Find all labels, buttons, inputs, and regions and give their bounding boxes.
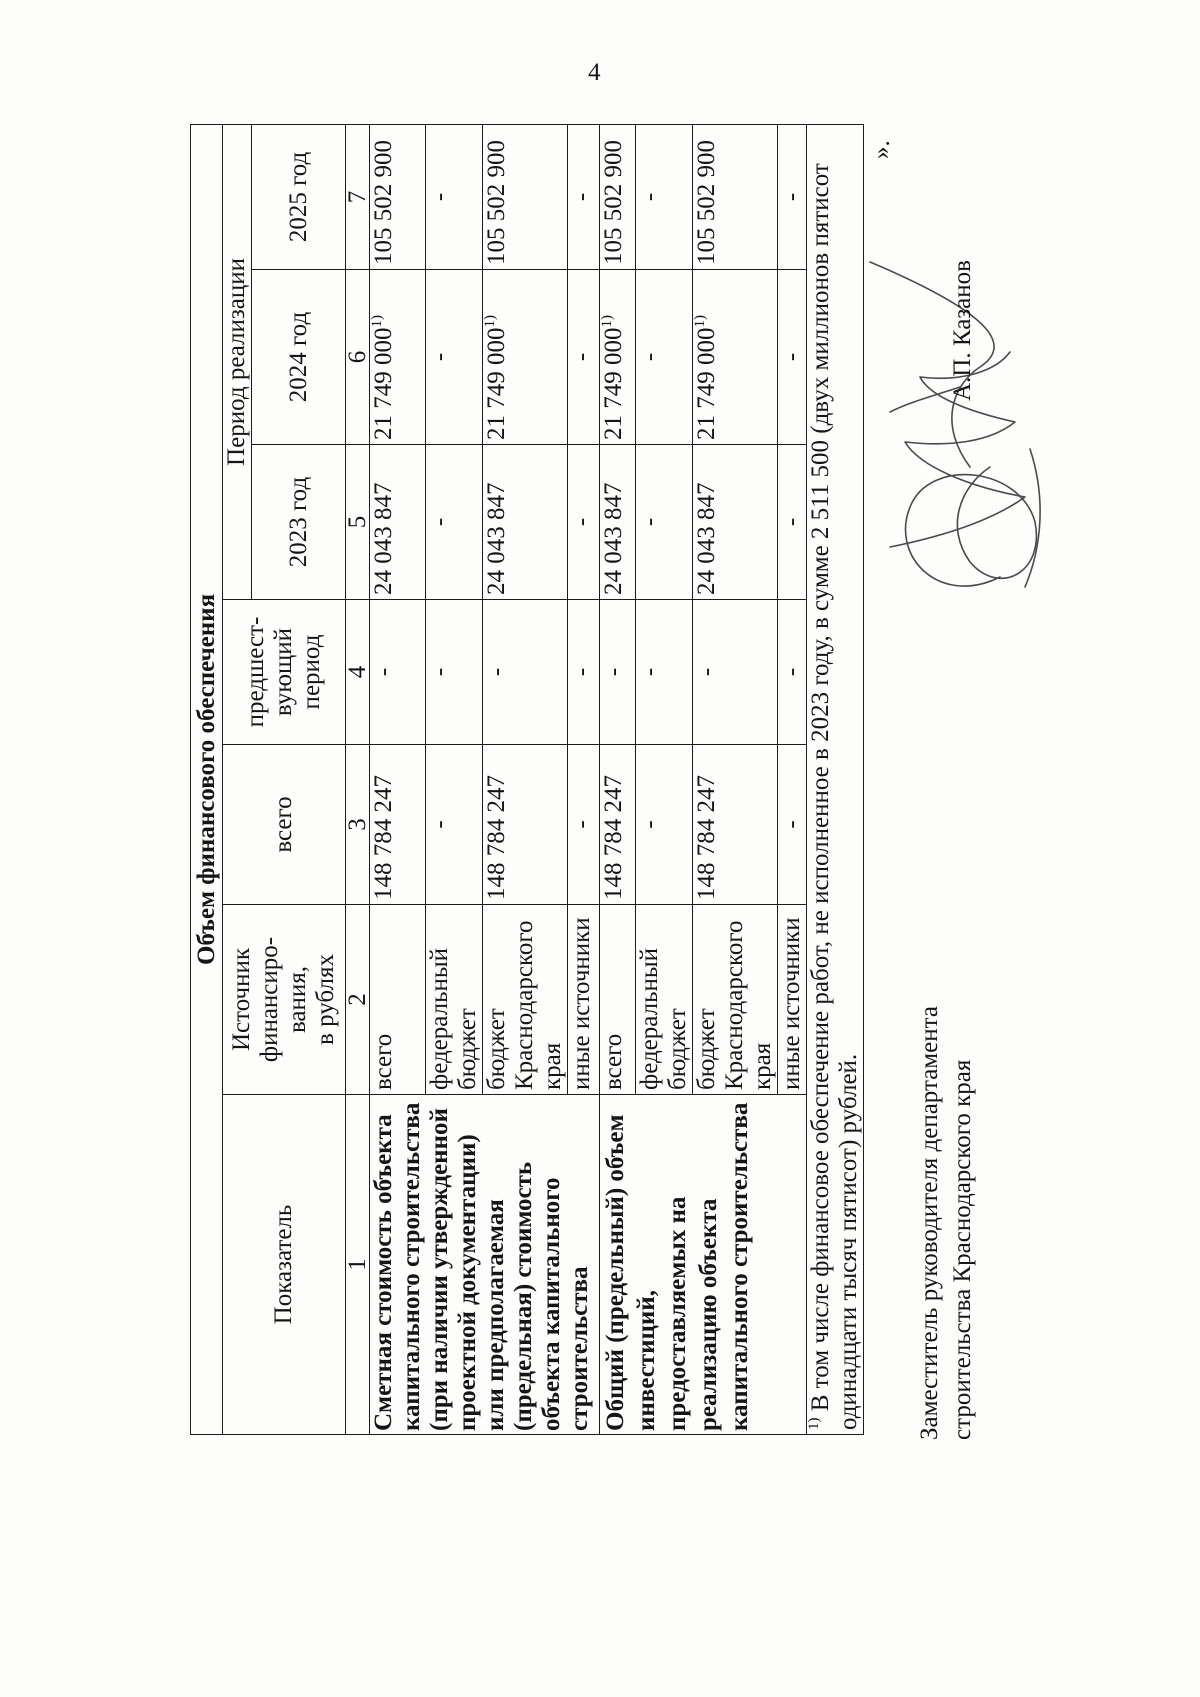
header-previous-period: предшест- вующий период bbox=[223, 600, 346, 745]
footnote-marker: 1) bbox=[806, 1417, 822, 1430]
footnote-reference: 1) bbox=[692, 315, 708, 328]
value-previous-period: - bbox=[426, 600, 483, 745]
value-total: 148 784 247 bbox=[370, 745, 426, 905]
value-2024: - bbox=[426, 270, 483, 445]
footnote-text: В том числе финансовое обеспечение работ, не исполненное в 2023 году, в сумме 2 511 500 (двух миллионов пятисот одинадцати тысяч пятисот) рублей. bbox=[807, 163, 862, 1430]
value-2025: 105 502 900 bbox=[370, 124, 426, 269]
source-cell: иные источники bbox=[568, 905, 600, 1095]
column-number: 2 bbox=[346, 905, 370, 1095]
value-2024: - bbox=[778, 270, 807, 445]
value-total: 148 784 247 bbox=[483, 745, 568, 905]
header-total: всего bbox=[223, 745, 346, 905]
value-total: - bbox=[778, 745, 807, 905]
table-row bbox=[370, 124, 426, 1434]
value-2025: 105 502 900 bbox=[600, 124, 636, 269]
column-number: 1 bbox=[346, 1095, 370, 1435]
header-indicator: Показатель bbox=[223, 1095, 346, 1435]
header-year-2025: 2025 год bbox=[252, 124, 346, 269]
column-number: 6 bbox=[346, 270, 370, 445]
value-2025: - bbox=[778, 124, 807, 269]
value-previous-period: - bbox=[636, 600, 693, 745]
value-2025: 105 502 900 bbox=[483, 124, 568, 269]
source-cell: иные источники bbox=[778, 905, 807, 1095]
value-previous-period: - bbox=[693, 600, 778, 745]
value-total: - bbox=[636, 745, 693, 905]
value-2024-amount: 21 749 000 bbox=[370, 327, 397, 440]
footnote-reference: 1) bbox=[369, 315, 385, 328]
value-previous-period: - bbox=[600, 600, 636, 745]
value-2024-amount: 21 749 000 bbox=[483, 327, 510, 440]
value-previous-period: - bbox=[778, 600, 807, 745]
value-2025: - bbox=[568, 124, 600, 269]
indicator-investment-volume: Общий (предельный) объем инвестиций, предоставляемых на реализацию объекта капитального строительства bbox=[600, 1095, 807, 1435]
source-cell: федеральный бюджет bbox=[636, 905, 693, 1095]
source-cell: всего bbox=[370, 905, 426, 1095]
value-previous-period: - bbox=[483, 600, 568, 745]
footnote-reference: 1) bbox=[599, 315, 615, 328]
value-2025: 105 502 900 bbox=[693, 124, 778, 269]
table-row bbox=[600, 124, 636, 1434]
footnote-reference: 1) bbox=[482, 315, 498, 328]
value-total: 148 784 247 bbox=[600, 745, 636, 905]
value-2023: 24 043 847 bbox=[483, 445, 568, 600]
column-number: 7 bbox=[346, 124, 370, 269]
header-implementation-period: Период реализации bbox=[223, 124, 252, 599]
value-2024-amount: 21 749 000 bbox=[693, 327, 720, 440]
value-2024 bbox=[483, 270, 568, 445]
value-2023: - bbox=[568, 445, 600, 600]
source-cell: всего bbox=[600, 905, 636, 1095]
value-2023: - bbox=[426, 445, 483, 600]
value-previous-period: - bbox=[370, 600, 426, 745]
column-number: 3 bbox=[346, 745, 370, 905]
value-2023: - bbox=[778, 445, 807, 600]
value-2023: - bbox=[636, 445, 693, 600]
value-2024: - bbox=[568, 270, 600, 445]
page-number: 4 bbox=[588, 59, 601, 86]
financing-table bbox=[190, 124, 864, 1435]
value-total: - bbox=[426, 745, 483, 905]
signatory-position: Заместитель руководителя департамента строительства Краснодарского края bbox=[916, 1006, 976, 1440]
indicator-estimated-cost: Сметная стоимость объекта капитального строительства (при наличии утвержденной проектной документации) или предполагаемая (предельная) стоимость объекта капитального строительства bbox=[370, 1095, 600, 1435]
value-2023: 24 043 847 bbox=[600, 445, 636, 600]
value-2024 bbox=[370, 270, 426, 445]
value-2024-amount: 21 749 000 bbox=[600, 327, 627, 440]
value-2023: 24 043 847 bbox=[693, 445, 778, 600]
value-2024 bbox=[693, 270, 778, 445]
value-2024 bbox=[600, 270, 636, 445]
header-year-2024: 2024 год bbox=[252, 270, 346, 445]
source-cell: бюджет Краснодарского края bbox=[693, 905, 778, 1095]
value-2025: - bbox=[636, 124, 693, 269]
source-cell: бюджет Краснодарского края bbox=[483, 905, 568, 1095]
value-previous-period: - bbox=[568, 600, 600, 745]
value-2023: 24 043 847 bbox=[370, 445, 426, 600]
value-total: 148 784 247 bbox=[693, 745, 778, 905]
column-number: 4 bbox=[346, 600, 370, 745]
source-cell: федеральный бюджет bbox=[426, 905, 483, 1095]
value-total: - bbox=[568, 745, 600, 905]
closing-quote-mark: ». bbox=[868, 140, 895, 159]
header-source: Источник финансиро- вания, в рублях bbox=[223, 905, 346, 1095]
header-year-2023: 2023 год bbox=[252, 445, 346, 600]
table-title: Объем финансового обеспечения bbox=[191, 124, 223, 1434]
value-2024: - bbox=[636, 270, 693, 445]
signatory-name: А.П. Казанов bbox=[949, 260, 976, 401]
value-2025: - bbox=[426, 124, 483, 269]
column-number: 5 bbox=[346, 445, 370, 600]
